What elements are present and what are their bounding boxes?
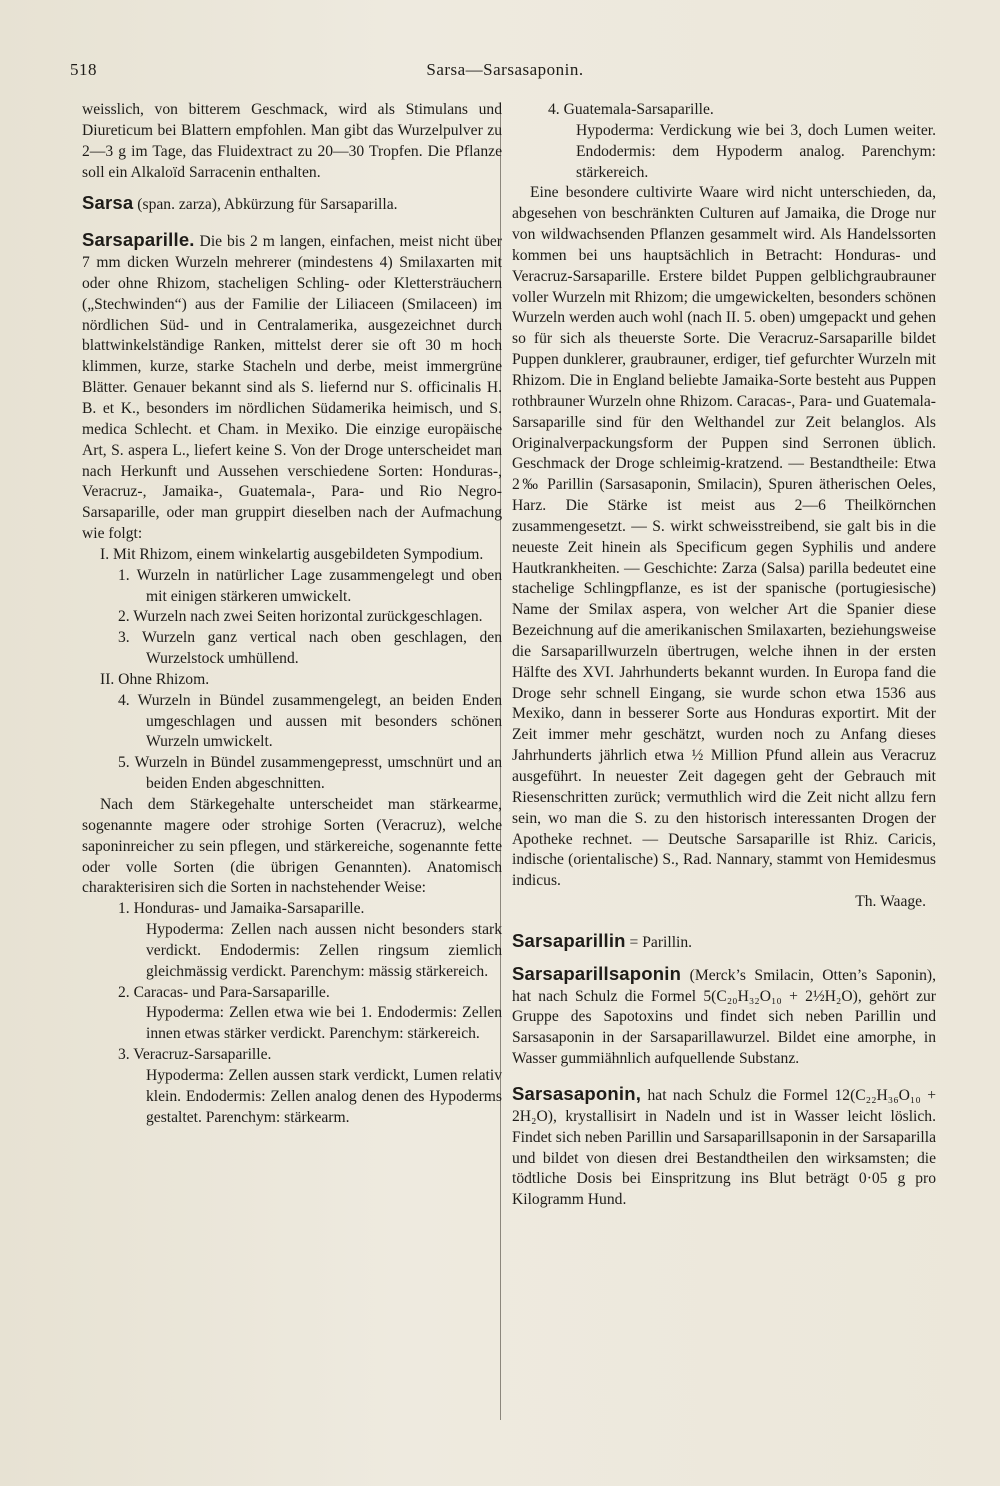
trade-history-paragraph: Eine besondere cultivirte Waare wird nicht unterschieden, da, abgesehen von beschränkten Culturen auf Jamaika, die Droge nur von wildwachsenden Pflanzen gesammelt wird. Als Handelssorten kommen bei uns hauptsächlich in Betracht: Honduras- und Veracruz-Sarsaparille. Erstere bildet Puppen gelblichgraubrauner voller Wurzeln mit Rhizom; die umgewickelten, besonders schönen Wurzeln werden auch wohl (nach II. 5. oben) umgepackt und gehen so für sich als theuerste Sorte. Die Veracruz-Sarsaparille bildet Puppen dunklerer, graubrauner, erdiger, tief gefurchter Wurzeln mit Rhizom. Die in England beliebte Jamaika-Sorte besteht aus Puppen rothbrauner Wurzeln ohne Rhizom. Caracas-, Para- und Guatemala-Sarsaparille sind für den Welthandel zur Zeit belanglos. Als Originalverpackungsform der Puppen sind Serronen üblich. Geschmack der Droge schleimig-kratzend. — Bestandtheile: Etwa 2‰ Parillin (Sarsasaponin, Smilacin), Spuren ätherischen Oeles, Harz. Die Stärke ist meist aus 2—6 Theilkörnchen zusammengesetzt. — S. wirkt schweisstreibend, sie galt bis in die neueste Zeit hinein als Specificum gegen Syphilis und andere Hautkrankheiten. — Geschichte: Zarza (Salsa) parilla bedeutet eine stachelige Schlingpflanze, es ist der spanische (portugiesische) Name der Smilax aspera, von welcher Art die Spanier diese Bezeichnung auf die amerikanischen Smilaxarten, beziehungsweise die Sarsaparillwurzeln übertrugen, welche ihnen in der ersten Hälfte des XVI. Jahrhunderts bekannt wurden. In Europa fand die Droge sehr schnell Eingang, sie wurde schon etwa 1536 aus Mexiko, dann in besserer Sorte aus Honduras exportirt. Mit der Zeit immer mehr geschätzt, wurden noch zu Anfang dieses Jahrhunderts jährlich etwa ½ Million Pfund allein aus Veracruz ausgeführt. In neuester Zeit dagegen geht der Gebrauch mit Riesenschritten zurück; vermuthlich wird die Zeit nicht allzu fern sein, wo man die S. zu den historisch interessanten Drogen der Apotheke rechnet. — Deutsche Sarsaparille ist Rhiz. Caricis, indische (orientalische) S., Rad. Nannary, stammt von Hemidesmus indicus. [512, 184, 936, 890]
group-heading-2: II. Ohne Rhizom. [100, 670, 210, 688]
page-number: 518 [70, 60, 97, 79]
list-item: 3. Wurzeln ganz vertical nach oben geschlagen, den Wurzelstock umhüllend. [118, 629, 502, 668]
anatomy-item-title: 2. Caracas- und Para-Sarsaparille. [118, 983, 330, 1001]
entry-sarsa-text: (span. zarza), Abkürzung für Sarsaparilla. [133, 196, 398, 214]
list-item: 4. Wurzeln in Bündel zusammengelegt, an beiden Enden umgeschlagen und aussen mit besonders schönen Wurzeln umwickelt. [118, 691, 502, 751]
entry-sarsaparillsaponin-text: (Merck’s Smilacin, Otten’s Saponin), hat nach Schulz die Formel 5(C₂₀H₃₂O₁₀ + 2½H₂O), gehört zur Gruppe des Sapotoxins und findet sich neben Parillin und Sarsasaponin in der Sarsaparillawurzel. Bildet eine amorphe, in Wasser gummiähnlich aufquellende Substanz. [512, 966, 936, 1068]
entry-sarsaparille-text: Die bis 2 m langen, einfachen, meist nicht über 7 mm dicken Wurzeln mehrerer (mindestens 4) Smilaxarten mit oder ohne Rhizom, stacheligen Schling- oder Klettersträuchern („Stechwinden“) aus der Familie der Liliaceen (Smilaceen) im nördlichen Süd- und in Centralamerika, ausgezeichnet durch blattwinkelständige Ranken, mittelst derer sie oft 30 m hoch klimmen, kurze, starke Stacheln und derbe, meist immergrüne Blätter. Genauer bekannt sind als S. liefernd nur S. officinalis H. B. et K., besonders im nördlichen Südamerika heimisch, und S. medica Schlecht. et Cham. in Mexiko. Die einzige europäische Art, S. aspera L., liefert keine S. Von der Droge unterscheidet man nach Herkunft und Aussehen verschiedene Sorten: Honduras-, Veracruz-, Jamaika-, Guatemala-, Para- und Rio Negro-Sarsaparille, oder man gruppirt dieselben nach der Aufmachung wie folgt: [82, 233, 502, 543]
entry-sarsasaponin-text: hat nach Schulz die Formel 12(C₂₂H₃₆O₁₀ + 2H₂O), krystallisirt in Nadeln und ist in Wasser leicht löslich. Findet sich neben Parillin und Sarsaparillsaponin in der Sarsaparilla und bildet von diesen drei Bestandtheilen den wirksamsten; die tödtliche Dosis bei Einspritzung ins Blut beträgt 0·05 g pro Kilogramm Hund. [512, 1086, 936, 1209]
list-item: 5. Wurzeln in Bündel zusammengepresst, umschnürt und an beiden Enden abgeschnitten. [118, 754, 502, 793]
continuation-paragraph: weisslich, von bitterem Geschmack, wird als Stimulans und Diureticum bei Blattern empfohlen. Man gibt das Wurzelpulver zu 2—3 g im Tage, das Fluidextract zu 20—30 Tropfen. Die Pflanze soll ein Alkaloïd Sarracenin enthalten. [82, 101, 502, 181]
entry-sarsaparille [82, 230, 502, 545]
headword-sarsasaponin: Sarsasaponin, [512, 1082, 642, 1104]
right-column [512, 100, 936, 1211]
group-heading-1: I. Mit Rhizom, einem winkelartig ausgebildeten Sympodium. [100, 545, 484, 563]
author-signature: Th. Waage. [855, 893, 926, 911]
list-item: 2. Wurzeln nach zwei Seiten horizontal zurückgeschlagen. [118, 608, 483, 626]
entry-sarsaparillin [512, 931, 936, 954]
entry-sarsa [82, 193, 502, 216]
entry-sarsasaponin [512, 1084, 936, 1211]
headword-sarsaparille: Sarsaparille. [82, 229, 195, 251]
anatomy-item-description: Hypoderma: Verdickung wie bei 3, doch Lumen weiter. Endodermis: dem Hypoderm analog. Parenchym: stärkereich. [576, 121, 936, 181]
anatomy-item-title: 3. Veracruz-Sarsaparille. [118, 1046, 272, 1064]
list-item: 1. Wurzeln in natürlicher Lage zusammengelegt und oben mit einigen stärkeren umwickelt. [118, 566, 502, 605]
entry-sarsaparillsaponin [512, 964, 936, 1070]
page-header [70, 60, 940, 84]
headword-sarsaparillin: Sarsaparillin [512, 929, 626, 951]
anatomy-intro-paragraph: Nach dem Stärkegehalte unterscheidet man stärkearme, sogenannte magere oder strohige Sorten (Veracruz), welche saponinreicher zu sein pflegen, und stärkereiche, sogenannte fette oder volle Sorten (die übrigen Genannten). Anatomisch charakterisiren sich die Sorten in nachstehender Weise: [82, 796, 502, 897]
anatomy-item-title: 4. Guatemala-Sarsaparille. [548, 101, 714, 118]
anatomy-item-description: Hypoderma: Zellen aussen stark verdickt, Lumen relativ klein. Endodermis: Zellen analog denen des Hypoderms gestaltet. Parenchym: stärkearm. [146, 1066, 502, 1126]
anatomy-item-description: Hypoderma: Zellen etwa wie bei 1. Endodermis: Zellen innen etwas stärker verdickt. Parenchym: stärkereich. [146, 1004, 502, 1043]
headword-sarsa: Sarsa [82, 192, 134, 214]
left-column [82, 100, 502, 1129]
headword-sarsaparillsaponin: Sarsaparillsaponin [512, 962, 682, 984]
anatomy-item-title: 1. Honduras- und Jamaika-Sarsaparille. [118, 900, 365, 918]
entry-sarsaparillin-text: = Parillin. [625, 933, 693, 951]
anatomy-item-description: Hypoderma: Zellen nach aussen nicht besonders stark verdickt. Endodermis: Zellen ringsum ziemlich gleichmässig verdickt. Parenchym: mässig stärkereich. [146, 921, 502, 980]
running-title: Sarsa—Sarsasaponin. [426, 60, 584, 79]
